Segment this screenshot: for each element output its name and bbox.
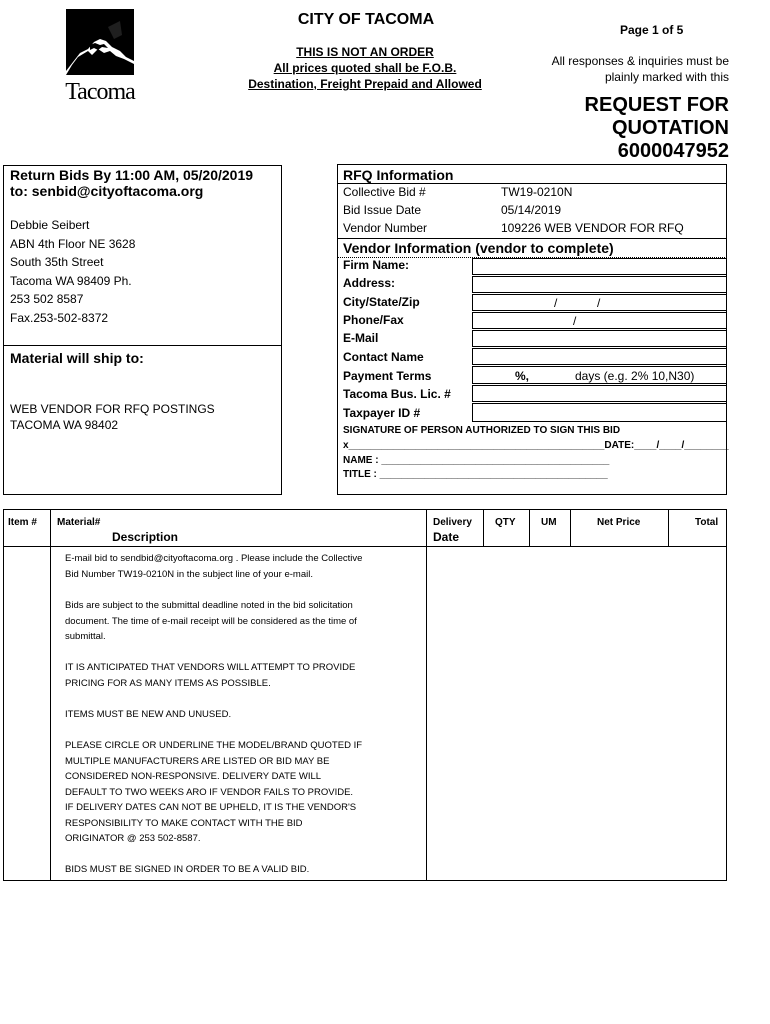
- signature-label: SIGNATURE OF PERSON AUTHORIZED TO SIGN THIS BID: [343, 425, 621, 436]
- notice-freight: Destination, Freight Prepaid and Allowed: [248, 77, 482, 91]
- column-header-description: Description: [112, 530, 179, 544]
- column-header-total: Total: [695, 517, 719, 528]
- logo-wordmark: Tacoma: [65, 79, 135, 105]
- rfq-title-line2: QUOTATION: [611, 117, 729, 139]
- column-header-item: Item #: [8, 517, 37, 528]
- vendor-field-label: City/State/Zip: [343, 295, 420, 309]
- responses-note-line1: All responses & inquiries must be: [551, 54, 729, 68]
- column-divider: [483, 509, 484, 546]
- address-line: ABN 4th Floor NE 3628: [10, 237, 136, 251]
- instruction-line: RESPONSIBILITY TO MAKE CONTACT WITH THE BID: [65, 817, 303, 829]
- firm-name-field[interactable]: [472, 258, 727, 275]
- city-separator: /: [554, 296, 558, 310]
- column-header-net-price: Net Price: [597, 517, 641, 528]
- instruction-paragraph: [65, 660, 425, 691]
- instruction-line: IF DELIVERY DATES CAN NOT BE UPHELD, IT IS THE VENDOR'S: [65, 802, 357, 813]
- email-field[interactable]: [472, 330, 727, 347]
- instruction-line: document. The time of e-mail receipt will be considered as the time of: [65, 615, 357, 627]
- instruction-line: CONSIDERED NON-RESPONSIVE. DELIVERY DATE WILL: [65, 771, 322, 782]
- address-field[interactable]: [472, 276, 727, 293]
- signature-date-line[interactable]: x______________________________________________DATE:____/____/________: [343, 440, 729, 451]
- instruction-line: BIDS MUST BE SIGNED IN ORDER TO BE A VALID BID.: [65, 864, 310, 875]
- vendor-field-label: Taxpayer ID #: [343, 406, 421, 420]
- notice-fob: All prices quoted shall be F.O.B.: [273, 61, 457, 75]
- ship-to-label: Material will ship to:: [10, 350, 144, 366]
- city-of-tacoma-logo: [64, 9, 136, 113]
- instruction-paragraph: [65, 707, 425, 723]
- column-divider: [426, 509, 427, 881]
- rfq-title: [520, 94, 729, 140]
- address-line: Tacoma WA 98409 Ph.: [10, 274, 132, 288]
- return-email: to: senbid@cityoftacoma.org: [10, 183, 204, 199]
- instruction-line: DEFAULT TO TWO WEEKS ARO IF VENDOR FAILS TO PROVIDE.: [65, 786, 354, 798]
- address-line: Debbie Seibert: [10, 218, 90, 232]
- signature-name-line[interactable]: NAME : _________________________________________: [343, 455, 610, 466]
- contact-name-field[interactable]: [472, 348, 727, 365]
- instruction-line: MULTIPLE MANUFACTURERS ARE LISTED OR BID MAY BE: [65, 755, 330, 767]
- city-title: CITY OF TACOMA: [297, 11, 435, 28]
- instruction-paragraph: [65, 738, 425, 847]
- address-line: Fax.253-502-8372: [10, 311, 109, 325]
- return-info-box: [3, 165, 282, 495]
- rfq-info-heading: RFQ Information: [343, 167, 454, 183]
- instruction-line: IT IS ANTICIPATED THAT VENDORS WILL ATTEMPT TO PROVIDE: [65, 662, 356, 673]
- table-header-rule: [3, 546, 727, 547]
- city-separator: /: [597, 296, 601, 310]
- rfq-info-label: Vendor Number: [343, 221, 428, 235]
- vendor-info-heading: Vendor Information (vendor to complete): [343, 240, 614, 256]
- instruction-line: ITEMS MUST BE NEW AND UNUSED.: [65, 709, 232, 720]
- rfq-info-value: 05/14/2019: [501, 203, 562, 217]
- column-divider: [570, 509, 571, 546]
- column-header-delivery: Delivery: [433, 517, 472, 528]
- instruction-paragraph: [65, 598, 425, 645]
- vendor-field-label: E-Mail: [343, 331, 379, 345]
- taxpayer-id-field[interactable]: [472, 403, 727, 422]
- column-divider: [529, 509, 530, 546]
- vendor-field-label: Payment Terms: [343, 369, 432, 383]
- instruction-line: PLEASE CIRCLE OR UNDERLINE THE MODEL/BRAND QUOTED IF: [65, 740, 363, 751]
- instruction-line: ORIGINATOR @ 253 502-8587.: [65, 833, 201, 844]
- column-divider: [50, 509, 51, 881]
- instruction-line: Bids are subject to the submittal deadline noted in the bid solicitation: [65, 600, 353, 611]
- payment-percent: %,: [515, 369, 530, 383]
- rfq-number: 6000047952: [617, 140, 729, 162]
- rfq-info-value: 109226 WEB VENDOR FOR RFQ: [501, 221, 684, 235]
- instruction-paragraph: [65, 862, 425, 878]
- vendor-field-label: Firm Name:: [343, 258, 410, 272]
- vendor-field-label: Phone/Fax: [343, 313, 404, 327]
- signature-title-line[interactable]: TITLE : _________________________________________: [343, 469, 608, 480]
- payment-days-hint: days (e.g. 2% 10,N30): [575, 369, 695, 383]
- rfq-info-label: Bid Issue Date: [343, 203, 422, 217]
- address-line: South 35th Street: [10, 255, 104, 269]
- column-header-qty: QTY: [495, 517, 516, 528]
- phone-fax-field[interactable]: [472, 312, 727, 329]
- vendor-field-label: Contact Name: [343, 350, 424, 364]
- instruction-line: Bid Number TW19-0210N in the subject line of your e-mail.: [65, 568, 313, 580]
- page-info: Page 1 of 5: [620, 23, 684, 37]
- ship-to-line2: TACOMA WA 98402: [10, 418, 119, 432]
- ship-to-line1: WEB VENDOR FOR RFQ POSTINGS: [10, 402, 215, 416]
- rfq-heading-rule: [337, 183, 727, 184]
- rfq-title-line1: REQUEST FOR: [584, 94, 729, 116]
- rfq-info-label: Collective Bid #: [343, 185, 426, 199]
- instruction-line: E-mail bid to sendbid@cityoftacoma.org . Please include the Collective: [65, 553, 363, 564]
- return-deadline: Return Bids By 11:00 AM, 05/20/2019: [10, 167, 254, 183]
- left-box-divider: [3, 345, 282, 346]
- instruction-line: submittal.: [65, 631, 106, 642]
- phone-separator: /: [573, 314, 577, 328]
- column-header-material: Material#: [57, 517, 101, 528]
- business-license-field[interactable]: [472, 385, 727, 402]
- responses-note-line2: plainly marked with this: [604, 70, 729, 84]
- notice-not-order: THIS IS NOT AN ORDER: [296, 45, 434, 59]
- instruction-line: PRICING FOR AS MANY ITEMS AS POSSIBLE.: [65, 677, 271, 689]
- vendor-field-label: Tacoma Bus. Lic. #: [343, 387, 451, 401]
- vendor-field-label: Address:: [343, 276, 396, 290]
- address-line: 253 502 8587: [10, 292, 84, 306]
- column-header-date: Date: [433, 530, 460, 544]
- column-divider: [668, 509, 669, 546]
- instruction-paragraph: [65, 551, 425, 582]
- rfq-info-value: TW19-0210N: [501, 185, 573, 199]
- column-header-um: UM: [541, 517, 557, 528]
- vendor-heading-rule-top: [337, 238, 727, 239]
